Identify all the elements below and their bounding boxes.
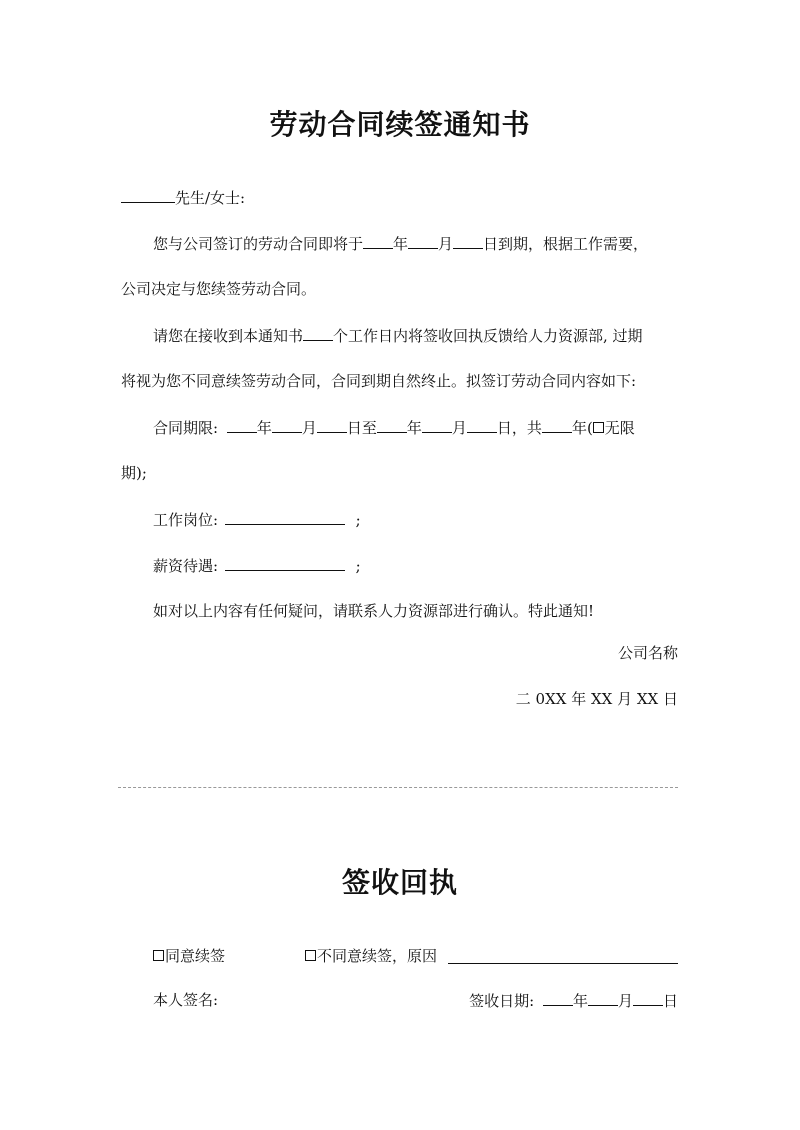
unlimited-label: 无限 bbox=[604, 419, 635, 437]
closing-text: 如对以上内容有任何疑问，请联系人力资源部进行确认。特此通知! bbox=[153, 602, 595, 620]
salutation-line bbox=[121, 187, 245, 208]
expiry-tail: 日到期，根据工作需要， bbox=[483, 235, 649, 253]
expiry-day-blank[interactable] bbox=[453, 233, 483, 249]
company-name: 公司名称 bbox=[617, 644, 678, 662]
sign-year-blank[interactable] bbox=[543, 990, 573, 1006]
term-label: 合同期限: bbox=[153, 419, 219, 437]
agree-checkbox[interactable] bbox=[153, 950, 164, 961]
notice-title: 劳动合同续签通知书 bbox=[269, 108, 531, 141]
expiry-month-blank[interactable] bbox=[408, 233, 438, 249]
paragraph-reply-cont: 将视为您不同意续签劳动合同，合同到期自然终止。拟签订劳动合同内容如下: bbox=[121, 372, 637, 390]
salary-field[interactable] bbox=[225, 555, 345, 571]
salary-label: 薪资待遇: bbox=[153, 557, 219, 575]
signature-label: 本人签名: bbox=[153, 991, 219, 1009]
term-y1: 年 bbox=[256, 419, 272, 437]
term-d1: 日至 bbox=[346, 419, 377, 437]
contract-term-cont: 期); bbox=[121, 464, 147, 482]
disagree-option[interactable] bbox=[305, 946, 437, 966]
reply-days-blank[interactable] bbox=[303, 325, 333, 341]
agree-option[interactable] bbox=[153, 946, 225, 966]
sign-day-unit: 日 bbox=[662, 992, 678, 1010]
paragraph-expiry bbox=[153, 233, 648, 254]
term-m2: 月 bbox=[451, 419, 467, 437]
term-start-year-blank[interactable] bbox=[227, 417, 257, 433]
receipt-title: 签收回执 bbox=[341, 866, 458, 899]
sign-month-unit: 月 bbox=[617, 992, 633, 1010]
salary-end: ; bbox=[355, 557, 361, 575]
sign-year-unit: 年 bbox=[572, 992, 588, 1010]
sign-date-label: 签收日期: bbox=[469, 992, 535, 1010]
term-start-day-blank[interactable] bbox=[317, 417, 347, 433]
reply-text: 请您在接收到本通知书 bbox=[153, 327, 304, 345]
term-d2: 日，共 bbox=[496, 419, 542, 437]
position-line bbox=[153, 509, 361, 530]
term-y2: 年 bbox=[406, 419, 422, 437]
month-unit: 月 bbox=[438, 235, 454, 253]
sign-date-line bbox=[469, 990, 678, 1011]
notice-date: 二 0XX 年 XX 月 XX 日 bbox=[515, 690, 678, 708]
expiry-year-blank[interactable] bbox=[363, 233, 393, 249]
sign-day-blank[interactable] bbox=[633, 990, 663, 1006]
position-label: 工作岗位: bbox=[153, 511, 219, 529]
term-end-month-blank[interactable] bbox=[422, 417, 452, 433]
disagree-label: 不同意续签，原因 bbox=[317, 947, 438, 965]
term-m1: 月 bbox=[301, 419, 317, 437]
term-y3: 年( bbox=[571, 419, 593, 437]
salary-line bbox=[153, 555, 361, 576]
salutation-text: 先生/女士: bbox=[175, 189, 246, 207]
sign-month-blank[interactable] bbox=[588, 990, 618, 1006]
contract-term-line bbox=[153, 417, 635, 438]
unlimited-checkbox[interactable] bbox=[593, 422, 604, 433]
position-end: ; bbox=[355, 511, 361, 529]
name-blank[interactable] bbox=[121, 187, 175, 203]
year-unit: 年 bbox=[393, 235, 409, 253]
reply-tail: 个工作日内将签收回执反馈给人力资源部, 过期 bbox=[333, 327, 643, 345]
position-field[interactable] bbox=[225, 509, 345, 525]
term-end-day-blank[interactable] bbox=[467, 417, 497, 433]
term-start-month-blank[interactable] bbox=[272, 417, 302, 433]
term-end-year-blank[interactable] bbox=[377, 417, 407, 433]
term-years-blank[interactable] bbox=[542, 417, 572, 433]
expiry-text: 您与公司签订的劳动合同即将于 bbox=[153, 235, 364, 253]
cut-line-divider bbox=[118, 787, 678, 788]
disagree-checkbox[interactable] bbox=[305, 950, 316, 961]
agree-label: 同意续签 bbox=[165, 947, 226, 965]
paragraph-expiry-cont: 公司决定与您续签劳动合同。 bbox=[121, 280, 317, 298]
reason-field[interactable] bbox=[448, 963, 678, 964]
paragraph-reply bbox=[153, 325, 643, 346]
